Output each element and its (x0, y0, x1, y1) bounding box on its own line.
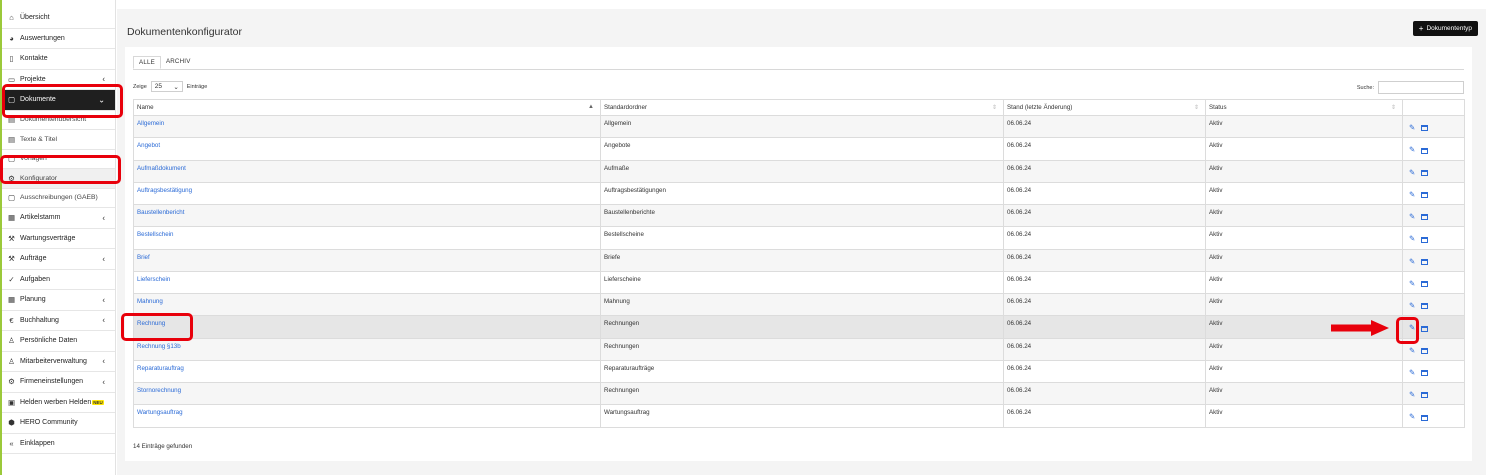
annotation-dokumente (2, 84, 123, 118)
sidebar-item-label: Mitarbeiterverwaltung (20, 357, 87, 365)
cell-name (134, 294, 601, 316)
column-header-date[interactable]: Stand (letzte Änderung) ⇕ (1004, 100, 1206, 116)
sidebar-item-label: Planung (20, 296, 46, 304)
cell-name (134, 338, 601, 360)
table-row (134, 271, 1465, 293)
sort-icon: ⇕ (1193, 105, 1199, 111)
entries-count: 14 Einträge gefunden (133, 443, 193, 450)
sidebar-item-persönliche-daten[interactable] (2, 331, 115, 352)
archive-icon[interactable] (1421, 214, 1428, 220)
cell-name (134, 271, 601, 293)
document-type-link[interactable]: Lieferschein (137, 275, 171, 283)
chevron-left-icon: ‹ (102, 356, 105, 366)
sidebar-item-auswertungen[interactable] (2, 29, 115, 50)
page-length-value: 25 (154, 83, 162, 90)
edit-pencil-icon[interactable]: ✎ (1409, 189, 1416, 199)
tab-bar (133, 56, 1464, 70)
chevron-left-icon: ‹ (102, 377, 105, 387)
sidebar-item-label: Konfigurator (20, 174, 58, 182)
cell-date: 06.06.24 (1004, 294, 1206, 316)
cell-name (134, 405, 601, 427)
cell-status: Aktiv (1206, 160, 1403, 182)
chevron-left-icon: ‹ (102, 213, 105, 223)
chevron-left-icon: ‹ (102, 315, 105, 325)
annotation-arrow-icon (1331, 320, 1391, 336)
cell-name (134, 116, 601, 138)
folder-icon: ▭ (7, 74, 16, 84)
add-document-type-button[interactable] (1413, 21, 1478, 36)
document-type-link[interactable]: Bestellschein (137, 231, 174, 239)
edit-pencil-icon[interactable]: ✎ (1409, 145, 1416, 155)
search-control (1357, 81, 1464, 94)
sidebar-item-label: Artikelstamm (20, 214, 61, 222)
document-type-link[interactable]: Reparaturauftrag (137, 364, 184, 372)
cell-folder: Rechnungen (601, 383, 1004, 405)
sidebar-item-label: Dokumentenübersicht (20, 116, 87, 124)
archive-icon[interactable] (1421, 415, 1428, 421)
cell-actions (1403, 271, 1465, 293)
cell-status: Aktiv (1206, 338, 1403, 360)
cell-actions (1403, 116, 1465, 138)
chevron-left-icon: ‹ (102, 295, 105, 305)
edit-pencil-icon[interactable]: ✎ (1409, 323, 1416, 333)
cell-name (134, 182, 601, 204)
document-type-link[interactable]: Mahnung (137, 298, 163, 305)
document-type-link[interactable]: Baustellenbericht (137, 209, 185, 216)
edit-pencil-icon[interactable]: ✎ (1409, 278, 1416, 288)
cell-date: 06.06.24 (1004, 338, 1206, 360)
cell-actions (1403, 383, 1465, 405)
page-length-control (133, 81, 207, 92)
table-body (134, 116, 1465, 428)
sidebar-nav (2, 8, 115, 454)
cell-folder: Angebote (601, 138, 1004, 160)
cell-status: Aktiv (1206, 383, 1403, 405)
archive-icon[interactable] (1421, 392, 1428, 398)
text-icon: ▤ (7, 134, 16, 144)
sidebar-item-mitarbeiterverwaltung[interactable] (2, 352, 115, 373)
column-header-name[interactable]: Name ▲ (134, 100, 601, 116)
cell-date: 06.06.24 (1004, 182, 1206, 204)
cell-date: 06.06.24 (1004, 405, 1206, 427)
cell-date: 06.06.24 (1004, 205, 1206, 227)
sidebar-item-label: Firmeneinstellungen (20, 378, 84, 386)
sidebar-item-label: Auswertungen (20, 34, 65, 42)
cell-date: 06.06.24 (1004, 271, 1206, 293)
list-icon: ▤ (7, 115, 16, 124)
archive-icon[interactable] (1421, 192, 1428, 198)
cell-folder: Auftragsbestätigungen (601, 182, 1004, 204)
collapse-icon: « (9, 438, 14, 448)
cell-status: Aktiv (1206, 205, 1403, 227)
sidebar-item-label: Buchhaltung (20, 316, 59, 324)
chevron-down-icon: ⌄ (173, 83, 179, 91)
cell-status: Aktiv (1206, 182, 1403, 204)
cell-folder: Reparaturaufträge (601, 360, 1004, 382)
cell-actions (1403, 205, 1465, 227)
column-header-actions (1403, 100, 1465, 116)
cell-actions (1403, 294, 1465, 316)
page-length-select[interactable] (151, 81, 183, 92)
edit-pencil-icon[interactable]: ✎ (1409, 412, 1416, 422)
sidebar-item-einklappen[interactable] (2, 434, 115, 455)
cell-date: 06.06.24 (1004, 138, 1206, 160)
cell-name (134, 160, 601, 182)
sidebar-item-wartungsverträge[interactable] (2, 229, 115, 250)
sidebar-item-label: Aufträge (20, 255, 47, 263)
sidebar-item-label: Ausschreibungen (GAEB) (20, 194, 98, 202)
cell-date: 06.06.24 (1004, 360, 1206, 382)
table-row (134, 338, 1465, 360)
cell-folder: Bestellscheine (601, 227, 1004, 249)
cell-folder: Baustellenberichte (601, 205, 1004, 227)
archive-icon[interactable] (1421, 125, 1428, 131)
community-icon: ⬢ (8, 418, 15, 427)
chevron-down-icon: ⌄ (98, 95, 105, 105)
cell-status: Aktiv (1206, 316, 1403, 338)
cell-folder: Aufmaße (601, 160, 1004, 182)
users-icon: ♙ (8, 356, 15, 366)
sidebar-item-label: Persönliche Daten (20, 337, 78, 345)
cell-name (134, 138, 601, 160)
document-type-link[interactable]: Allgemein (137, 120, 165, 127)
edit-pencil-icon[interactable]: ✎ (1409, 167, 1416, 177)
edit-pencil-icon[interactable]: ✎ (1409, 345, 1416, 355)
edit-pencil-icon[interactable]: ✎ (1409, 390, 1416, 399)
archive-icon[interactable] (1421, 370, 1428, 376)
cell-folder: Rechnungen (601, 338, 1004, 360)
document-type-link[interactable]: Angebot (137, 142, 161, 150)
sidebar-item-label: Projekte (20, 75, 46, 83)
gift-icon: ▣ (7, 397, 16, 407)
edit-pencil-icon[interactable]: ✎ (1409, 212, 1416, 221)
cell-date: 06.06.24 (1004, 227, 1206, 249)
sidebar-item-firmeneinstellungen[interactable] (2, 372, 115, 393)
chart-pie-icon: ◕ (9, 33, 14, 43)
archive-icon[interactable] (1421, 326, 1428, 332)
tab-alle[interactable]: ALLE (133, 56, 161, 69)
tender-icon: ▢ (7, 193, 16, 202)
sidebar-item-label: Kontakte (20, 55, 48, 63)
chevron-left-icon: ‹ (102, 74, 105, 84)
table-row (134, 138, 1465, 160)
cell-date: 06.06.24 (1004, 316, 1206, 338)
sidebar-item-aufträge[interactable] (2, 249, 115, 270)
sidebar-item-artikelstamm[interactable] (2, 208, 115, 229)
tab-archiv[interactable]: ARCHIV (165, 58, 191, 65)
euro-icon: € (9, 315, 14, 325)
edit-pencil-icon[interactable]: ✎ (1409, 123, 1416, 132)
cell-date: 06.06.24 (1004, 383, 1206, 405)
archive-icon[interactable] (1421, 281, 1428, 287)
cell-actions (1403, 182, 1465, 204)
edit-pencil-icon[interactable]: ✎ (1409, 256, 1416, 266)
cell-date: 06.06.24 (1004, 160, 1206, 182)
cell-folder: Wartungsauftrag (601, 405, 1004, 427)
cell-folder: Allgemein (601, 116, 1004, 138)
cell-actions (1403, 249, 1465, 271)
sort-asc-icon: ▲ (588, 104, 594, 110)
table-row (134, 182, 1465, 204)
archive-icon[interactable] (1421, 259, 1428, 265)
search-label: Suche: (1356, 84, 1374, 91)
cell-actions (1403, 227, 1465, 249)
wrench-icon: ⚒ (8, 233, 15, 243)
cell-name (134, 316, 601, 338)
cell-status: Aktiv (1206, 249, 1403, 271)
sidebar-item-label: Einklappen (20, 439, 55, 447)
cell-folder: Mahnung (601, 294, 1004, 316)
plus-icon: + (1418, 24, 1424, 33)
column-header-folder[interactable]: Standardordner ⇕ (601, 100, 1004, 116)
cell-status: Aktiv (1206, 360, 1403, 382)
cell-actions (1403, 405, 1465, 427)
sidebar-item-label: Dokumente (20, 96, 56, 104)
sidebar-item-hero-community[interactable] (2, 413, 115, 434)
archive-icon[interactable] (1421, 170, 1428, 176)
table-row (134, 205, 1465, 227)
sidebar-item-label: Wartungsverträge (20, 234, 76, 242)
sidebar-item-aufgaben[interactable] (2, 270, 115, 291)
cell-actions (1403, 160, 1465, 182)
annotation-konfigurator (0, 155, 121, 184)
cell-date: 06.06.24 (1004, 249, 1206, 271)
archive-icon[interactable] (1421, 303, 1428, 309)
sidebar-item-label: Texte & Titel (20, 135, 58, 143)
cell-name (134, 360, 601, 382)
cell-actions (1403, 360, 1465, 382)
document-type-link[interactable]: Rechnung §13b (137, 342, 181, 350)
length-prefix: Zeige (133, 83, 147, 90)
edit-pencil-icon[interactable]: ✎ (1409, 301, 1416, 310)
document-type-link[interactable]: Rechnung (137, 320, 166, 328)
cell-name (134, 383, 601, 405)
document-type-link[interactable]: Aufmaßdokument (137, 164, 186, 172)
sort-icon: ⇕ (1390, 105, 1396, 111)
config-card (125, 47, 1472, 461)
table-row (134, 405, 1465, 427)
chevron-left-icon: ‹ (102, 254, 105, 264)
document-icon: ▢ (7, 95, 16, 104)
search-input[interactable] (1378, 81, 1464, 94)
cell-status: Aktiv (1206, 294, 1403, 316)
table-row (134, 294, 1465, 316)
sidebar-item-label: Aufgaben (20, 275, 50, 283)
check-circle-icon: ✓ (8, 274, 15, 284)
table-row (134, 160, 1465, 182)
cell-status: Aktiv (1206, 138, 1403, 160)
annotation-rechnung (121, 313, 193, 341)
sidebar-item-label: Helden werben Helden (20, 398, 92, 406)
table-row (134, 227, 1465, 249)
document-type-link[interactable]: Auftragsbestätigung (137, 186, 193, 194)
template-icon: ▢ (7, 154, 16, 163)
cell-status: Aktiv (1206, 116, 1403, 138)
cell-status: Aktiv (1206, 271, 1403, 293)
sidebar-item-texte-titel[interactable] (2, 130, 115, 150)
cell-status: Aktiv (1206, 227, 1403, 249)
table-row (134, 316, 1465, 338)
table-row (134, 116, 1465, 138)
sort-icon: ⇕ (991, 105, 997, 111)
add-button-label: Dokumententyp (1426, 25, 1472, 32)
sidebar (0, 0, 116, 475)
calendar-icon: ▦ (7, 295, 16, 304)
contacts-icon: ▯ (9, 54, 14, 63)
cell-folder: Briefe (601, 249, 1004, 271)
table-header-row (134, 100, 1465, 116)
column-header-status[interactable]: Status ⇕ (1206, 100, 1403, 116)
home-icon: ⌂ (9, 13, 14, 22)
document-type-link[interactable]: Brief (137, 253, 150, 261)
sidebar-item-kontakte[interactable] (2, 49, 115, 70)
sidebar-item-ausschreibungen-gaeb[interactable] (2, 189, 115, 209)
table-row (134, 383, 1465, 405)
sidebar-item-label: HERO Community (20, 419, 78, 427)
document-types-table (133, 99, 1465, 428)
cell-name (134, 249, 601, 271)
edit-pencil-icon[interactable]: ✎ (1409, 234, 1416, 244)
main-content (117, 9, 1486, 475)
sidebar-item-übersicht[interactable] (2, 8, 115, 29)
archive-icon[interactable] (1421, 237, 1428, 243)
archive-icon[interactable] (1421, 148, 1428, 154)
cell-folder: Rechnungen (601, 316, 1004, 338)
catalog-icon: ▦ (7, 213, 16, 222)
settings-icon: ⚙ (8, 377, 15, 386)
user-icon: ♙ (8, 336, 15, 345)
cell-folder: Lieferscheine (601, 271, 1004, 293)
annotation-edit (1396, 317, 1419, 344)
cell-name (134, 227, 601, 249)
edit-pencil-icon[interactable]: ✎ (1409, 367, 1416, 377)
length-suffix: Einträge (186, 83, 208, 90)
table-row (134, 249, 1465, 271)
sidebar-item-helden-werben-helden[interactable] (2, 393, 115, 414)
cell-date: 06.06.24 (1004, 116, 1206, 138)
sidebar-item-buchhaltung[interactable] (2, 311, 115, 332)
wrench-order-icon: ⚒ (8, 254, 15, 263)
gear-icon: ⚙ (8, 173, 15, 183)
document-type-link[interactable]: Stornorechnung (137, 387, 182, 394)
cell-name (134, 205, 601, 227)
sidebar-item-label: Vorlagen (20, 155, 47, 163)
document-type-link[interactable]: Wartungsauftrag (137, 409, 183, 417)
archive-icon[interactable] (1421, 348, 1428, 354)
page-title: Dokumentenkonfigurator (127, 26, 242, 38)
cell-status: Aktiv (1206, 405, 1403, 427)
new-badge: NEU (93, 399, 103, 405)
cell-actions (1403, 138, 1465, 160)
sidebar-item-planung[interactable] (2, 290, 115, 311)
sidebar-item-label: Übersicht (20, 14, 50, 22)
table-row (134, 360, 1465, 382)
